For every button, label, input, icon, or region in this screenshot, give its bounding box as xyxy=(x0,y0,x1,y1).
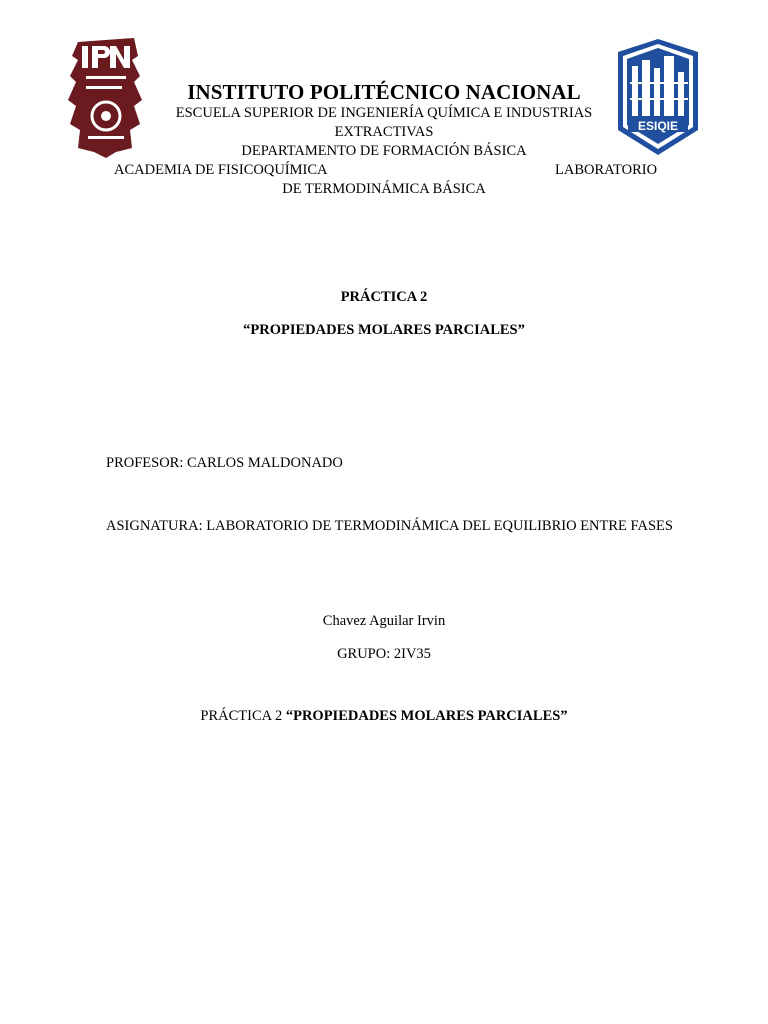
group-line: GRUPO: 2IV35 xyxy=(337,646,431,662)
professor-line: PROFESOR: CARLOS MALDONADO xyxy=(106,455,343,471)
department-name: DEPARTAMENTO DE FORMACIÓN BÁSICA xyxy=(241,143,527,159)
lab-name-continuation: DE TERMODINÁMICA BÁSICA xyxy=(282,181,486,197)
footer-practice-prefix: PRÁCTICA 2 xyxy=(200,708,286,724)
school-name-line1: ESCUELA SUPERIOR DE INGENIERÍA QUÍMICA E INDUSTRIAS xyxy=(175,105,593,121)
school-name-line2: EXTRACTIVAS xyxy=(334,124,434,140)
practice-number: PRÁCTICA 2 xyxy=(340,289,428,305)
esiqie-logo-text: ESIQIE xyxy=(637,119,679,133)
practice-title: “PROPIEDADES MOLARES PARCIALES” xyxy=(243,322,525,338)
institution-name: INSTITUTO POLITÉCNICO NACIONAL xyxy=(187,80,581,104)
lab-label: LABORATORIO xyxy=(555,162,658,178)
subject-line: ASIGNATURA: LABORATORIO DE TERMODINÁMICA DEL EQUILIBRIO ENTRE FASES xyxy=(106,518,673,534)
student-name: Chavez Aguilar Irvin xyxy=(322,613,446,629)
footer-practice-line xyxy=(0,708,768,725)
academy-name: ACADEMIA DE FISICOQUÍMICA xyxy=(114,162,328,178)
footer-practice-title: “PROPIEDADES MOLARES PARCIALES” xyxy=(285,708,568,724)
